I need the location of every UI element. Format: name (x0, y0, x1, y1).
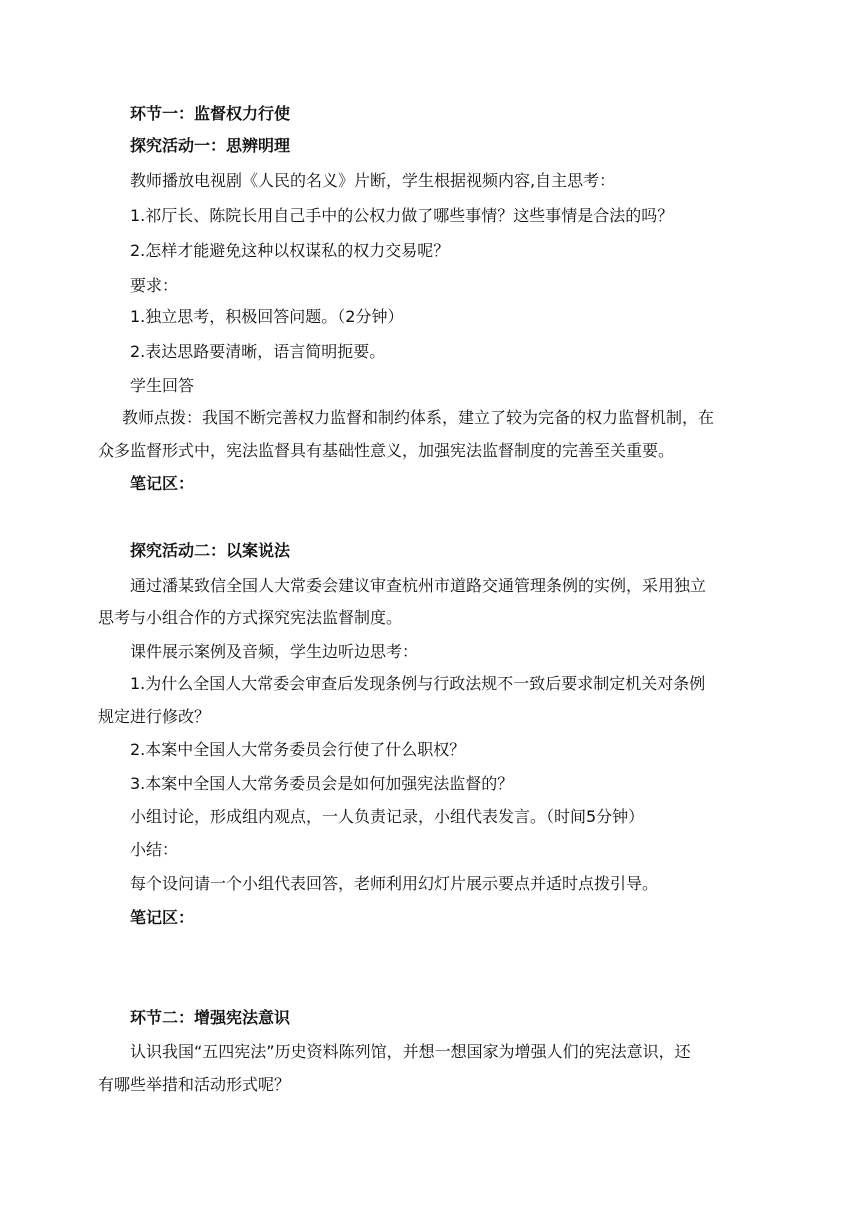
section2-text-line-1: 认识我国“五四宪法”历史资料陈列馆，并想一想国家为增强人们的宪法意识，还 (130, 1042, 691, 1061)
requirement-1: 1.独立思考，积极回答问题。（2分钟） (130, 307, 404, 326)
section2-heading: 环节二：增强宪法意识 (130, 1008, 291, 1027)
summary-label: 小结： (130, 840, 179, 859)
teacher-guide-line-2: 众多监督形式中，宪法监督具有基础性意义，加强宪法监督制度的完善至关重要。 (98, 441, 675, 460)
notes-label-2: 笔记区： (130, 908, 195, 927)
activity1-question-2: 2.怎样才能避免这种以权谋私的权力交易呢？ (130, 241, 450, 260)
teacher-guide-line-1: 教师点拨：我国不断完善权力监督和制约体系，建立了较为完备的权力监督机制，在 (122, 408, 715, 427)
activity2-intro-line-1: 通过潘某致信全国人大常委会建议审查杭州市道路交通管理条例的实例，采用独立 (130, 576, 707, 595)
activity2-heading: 探究活动二：以案说法 (130, 541, 291, 560)
activity2-question-1-line-2: 规定进行修改？ (98, 707, 211, 726)
activity1-question-1: 1.祁厅长、陈院长用自己手中的公权力做了哪些事情？这些事情是合法的吗？ (130, 206, 674, 225)
section1-heading: 环节一：监督权力行使 (130, 104, 291, 123)
summary-text: 每个设问请一个小组代表回答，老师利用幻灯片展示要点并适时点拨引导。 (130, 874, 659, 893)
section2-text-line-2: 有哪些举措和活动形式呢？ (98, 1075, 291, 1094)
requirement-2: 2.表达思路要清晰，语言简明扼要。 (130, 342, 386, 361)
student-answer: 学生回答 (130, 376, 195, 395)
requirements-label: 要求： (130, 276, 179, 295)
group-discussion: 小组讨论，形成组内观点，一人负责记录，小组代表发言。（时间5分钟） (130, 807, 645, 826)
activity1-intro: 教师播放电视剧《人民的名义》片断，学生根据视频内容,自主思考： (130, 171, 616, 190)
activity1-heading: 探究活动一：思辨明理 (130, 136, 291, 155)
activity2-intro-line-2: 思考与小组合作的方式探究宪法监督制度。 (98, 608, 403, 627)
activity2-question-1-line-1: 1.为什么全国人大常委会审查后发现条例与行政法规不一致后要求制定机关对条例 (130, 674, 706, 693)
activity2-question-2: 2.本案中全国人大常务委员会行使了什么职权？ (130, 740, 466, 759)
activity2-question-3: 3.本案中全国人大常务委员会是如何加强宪法监督的？ (130, 774, 514, 793)
notes-label-1: 笔记区： (130, 474, 195, 493)
activity2-display: 课件展示案例及音频，学生边听边思考： (130, 642, 419, 661)
